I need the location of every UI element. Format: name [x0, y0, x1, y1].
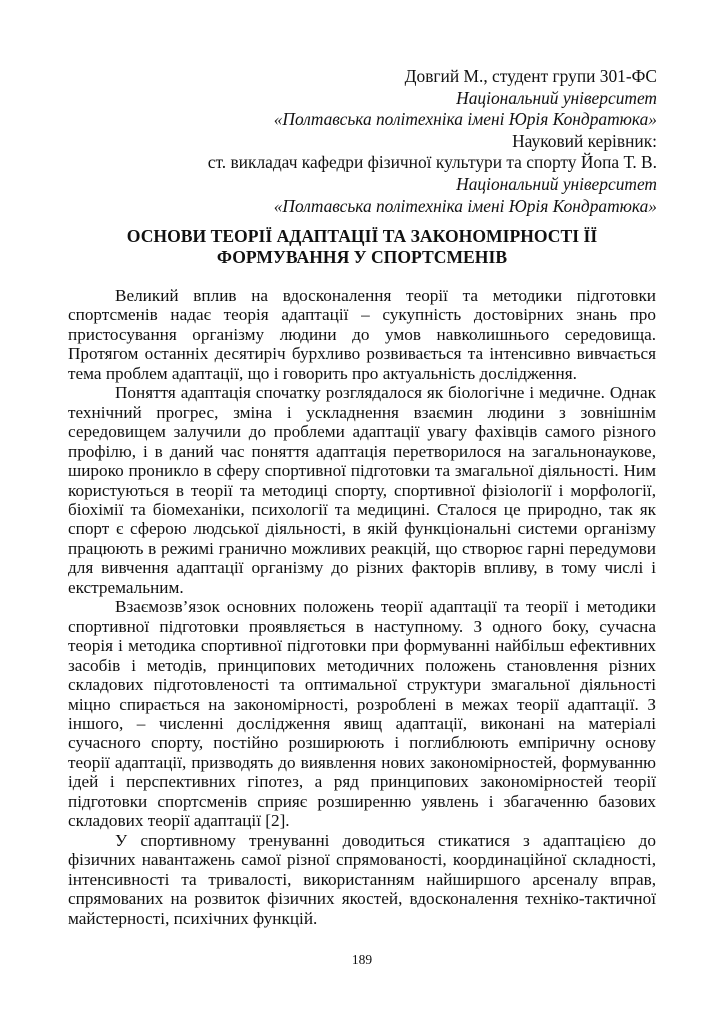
text-line: профілю, і в даний час поняття адаптація перетворилося на загальнонаукове, — [68, 441, 656, 461]
text-line: Великий вплив на вдосконалення теорії та методики підготовки — [115, 286, 656, 305]
text-line: пристосування організму людини до умов навколишнього середовища. — [68, 324, 656, 344]
text-line: У спортивному тренуванні доводиться стикатися з адаптацією до — [115, 830, 656, 850]
paragraph-1 — [68, 286, 656, 383]
text-line: спрямованих на розвиток фізичних якостей, вдосконалення техніко-тактичної — [68, 889, 656, 909]
university-name-line: «Полтавська політехніка імені Юрія Кондратюка» — [273, 109, 657, 130]
text-line: екстремальним. — [68, 577, 184, 597]
text-line: іншого, – численні дослідження явищ адаптації, виконані на матеріалі — [68, 713, 656, 733]
text-line: підготовки спортсменів сприяє розширенню уявлень і збагаченню базових — [68, 791, 656, 811]
text-line: середовищем залучили до проблеми адаптації увагу фахівців самого різного — [68, 422, 656, 442]
paragraph-2 — [68, 383, 656, 597]
text-line: ідей і перспективних гіпотез, а ряд принципових закономірностей теорії — [68, 772, 656, 792]
text-line: міцно спирається на закономірності, розроблені в межах теорії адаптації. З — [68, 694, 656, 714]
text-line: технічний прогрес, зміна і ускладнення взаємин людини з зовнішнім — [68, 402, 656, 422]
text-line: складових підготовленості та оптимальної структури змагальної діяльності — [68, 675, 656, 695]
supervisor-label: Науковий керівник: — [512, 130, 657, 151]
text-line: Поняття адаптація спочатку розглядалося як біологічне і медичне. Однак — [115, 383, 656, 403]
university-line: Національний університет — [456, 87, 657, 108]
text-line: теорії адаптації, призводять до виявлення нових закономірностей, формуванню — [68, 752, 656, 772]
text-line: Протягом останніх десятиріч бурхливо розвивається та інтенсивно вивчається — [68, 344, 656, 364]
text-line: біохімії та біомеханіки, психології та медицині. Сталося це природно, так як — [68, 499, 656, 519]
author-line: Довгий М., студент групи 301-ФС — [404, 66, 657, 86]
supervisor-line: ст. викладач кафедри фізичної культури та спорту Йопа Т. В. — [207, 152, 657, 173]
supervisor-university-name-line: «Полтавська політехніка імені Юрія Кондратюка» — [273, 195, 657, 216]
text-line: майстерності, психічних функцій. — [68, 908, 318, 928]
text-line: для вивчення адаптації організму до різних факторів впливу, в тому числі і — [68, 558, 656, 578]
text-line: складових теорії адаптації [2]. — [68, 811, 290, 831]
body-text — [68, 286, 656, 928]
text-line: широко проникло в сферу спортивної підготовки та змагальної діяльності. Ним — [68, 461, 656, 481]
text-line: спортивної підготовки проявляється в наступному. З одного боку, сучасна — [68, 616, 656, 636]
paragraph-3 — [68, 597, 656, 830]
paragraph-4 — [68, 831, 656, 928]
text-line: теорія і методика спортивної підготовки при формуванні найбільш ефективних — [68, 636, 656, 656]
text-line: сучасного спорту, постійно розширюють і поглиблюють емпіричну основу — [68, 733, 656, 753]
title-line-2: ФОРМУВАННЯ У СПОРТСМЕНІВ — [216, 247, 508, 267]
text-line: інтенсивності та тривалості, використанням найширшого арсеналу вправ, — [68, 869, 656, 889]
title-line-1: ОСНОВИ ТЕОРІЇ АДАПТАЦІЇ ТА ЗАКОНОМІРНОСТІ ЇЇ — [126, 226, 598, 246]
author-affiliation-block — [120, 66, 657, 217]
paper-title — [68, 226, 656, 268]
page-number: 189 — [351, 952, 373, 967]
text-line: Взаємозв’язок основних положень теорії адаптації та теорії і методики — [115, 597, 656, 617]
supervisor-university-line: Національний університет — [456, 173, 657, 194]
text-line: спорт є сферою людської діяльності, в якій функціональні системи організму — [68, 519, 656, 539]
text-line: засобів і методів, принципових методичних положень становлення різних — [68, 655, 656, 675]
text-line: спортсменів надає теорія адаптації – сукупність достовірних знань про — [68, 305, 656, 325]
text-line: користуються в теорії та методиці спорту, спортивної фізіології і морфології, — [68, 480, 656, 500]
text-line: працюють в режимі гранично можливих реакцій, що створює гарні передумови — [68, 538, 656, 558]
text-line: тема проблем адаптації, що і говорить про актуальність дослідження. — [68, 363, 577, 383]
text-line: фізичних навантажень самої різної спрямованості, координаційної складності, — [68, 850, 656, 870]
